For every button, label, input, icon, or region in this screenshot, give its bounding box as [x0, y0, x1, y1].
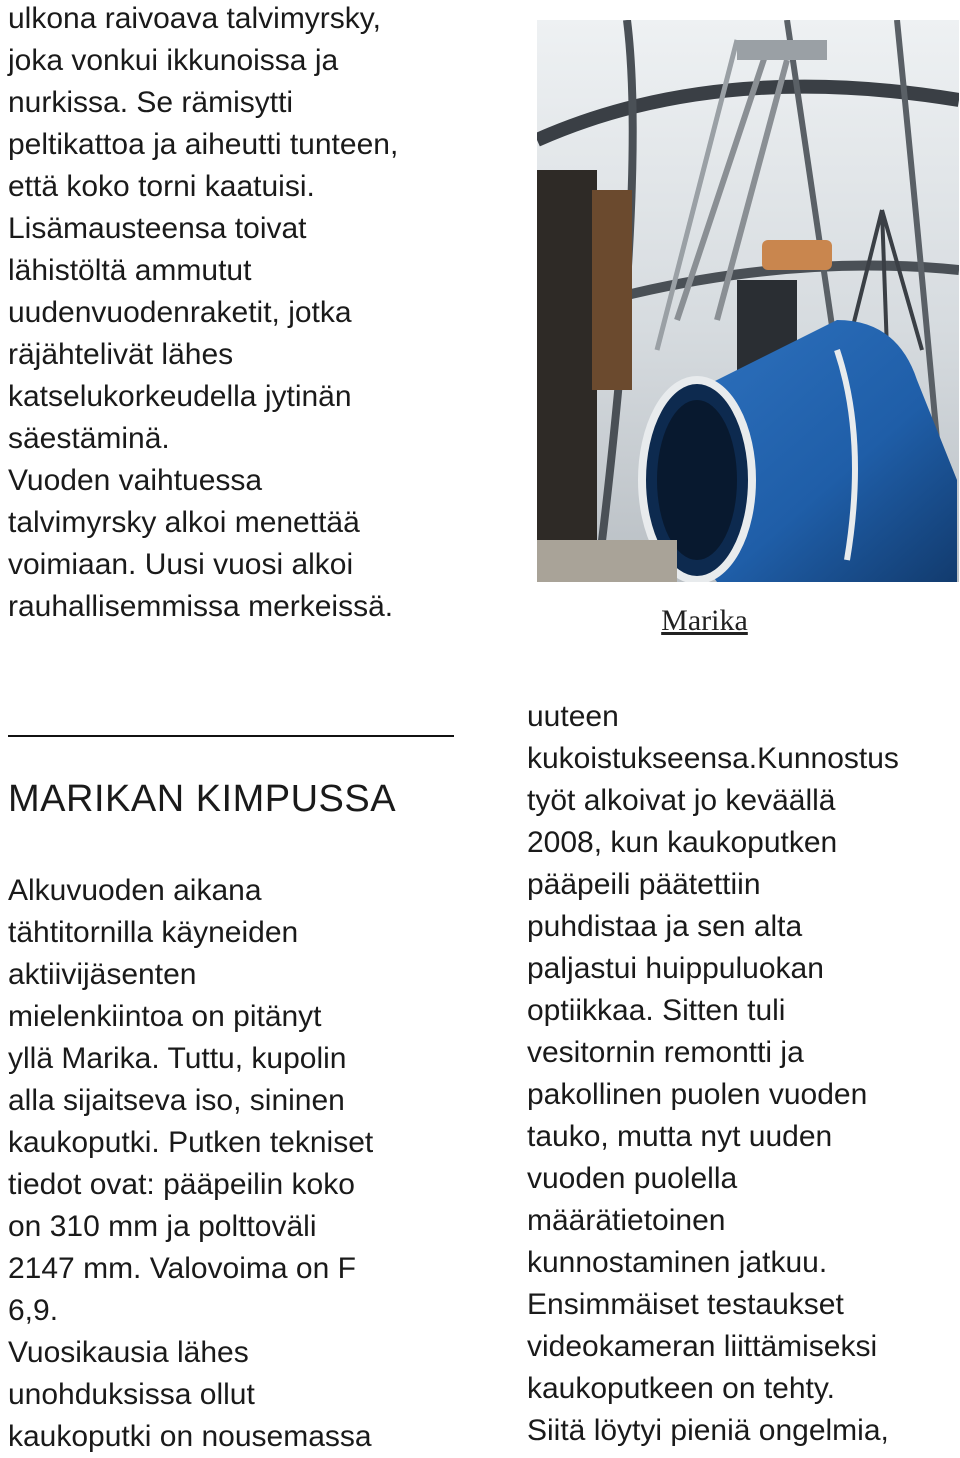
- right-line: uuteen: [527, 700, 619, 733]
- telescope-photo: [537, 20, 959, 582]
- right-line: kaukoputkeen on tehty.: [527, 1372, 835, 1405]
- intro-line: ulkona raivoava talvimyrsky,: [8, 2, 381, 35]
- right-line: vuoden puolella: [527, 1162, 738, 1195]
- left-line: tiedot ovat: pääpeilin koko: [8, 1168, 355, 1201]
- left-line: alla sijaitseva iso, sininen: [8, 1084, 345, 1117]
- intro-line: talvimyrsky alkoi menettää: [8, 506, 360, 539]
- right-line: tauko, mutta nyt uuden: [527, 1120, 833, 1153]
- intro-paragraph: [8, 0, 508, 628]
- right-line: videokameran liittämiseksi: [527, 1330, 878, 1363]
- right-line: pääpeili päätettiin: [527, 868, 761, 901]
- intro-line: Vuoden vaihtuessa: [8, 464, 263, 497]
- right-line: optiikkaa. Sitten tuli: [527, 994, 786, 1027]
- left-line: Vuosikausia lähes: [8, 1336, 249, 1369]
- left-line: 2147 mm. Valovoima on F: [8, 1252, 356, 1285]
- right-line: paljastui huippuluokan: [527, 952, 824, 985]
- right-line: Siitä löytyi pieniä ongelmia,: [527, 1414, 889, 1447]
- photo-caption[interactable]: Marika: [661, 604, 748, 637]
- article-column-right: [527, 696, 960, 1452]
- intro-line: peltikattoa ja aiheutti tunteen,: [8, 128, 399, 161]
- left-line: tähtitornilla käyneiden: [8, 916, 299, 949]
- left-line: kaukoputki on nousemassa: [8, 1420, 372, 1453]
- right-line: kukoistukseensa.Kunnostus: [527, 742, 899, 775]
- left-line: kaukoputki. Putken tekniset: [8, 1126, 374, 1159]
- article-column-left: [8, 870, 508, 1458]
- right-line: pakollinen puolen vuoden: [527, 1078, 868, 1111]
- right-line: puhdistaa ja sen alta: [527, 910, 803, 943]
- intro-line: joka vonkui ikkunoissa ja: [8, 44, 339, 77]
- right-line: kunnostaminen jatkuu.: [527, 1246, 828, 1279]
- left-line: mielenkiintoa on pitänyt: [8, 1000, 322, 1033]
- intro-line: uudenvuodenraketit, jotka: [8, 296, 352, 329]
- intro-line: nurkissa. Se rämisytti: [8, 86, 294, 119]
- left-line: aktiivijäsenten: [8, 958, 197, 991]
- left-line: Alkuvuoden aikana: [8, 874, 262, 907]
- left-line: on 310 mm ja polttoväli: [8, 1210, 317, 1243]
- right-line: työt alkoivat jo keväällä: [527, 784, 836, 817]
- right-line: vesitornin remontti ja: [527, 1036, 804, 1069]
- intro-line: katselukorkeudella jytinän: [8, 380, 352, 413]
- intro-line: että koko torni kaatuisi.: [8, 170, 315, 203]
- left-line: 6,9.: [8, 1294, 59, 1327]
- right-line: 2008, kun kaukoputken: [527, 826, 838, 859]
- section-divider: [8, 735, 454, 737]
- left-line: unohduksissa ollut: [8, 1378, 255, 1411]
- article-heading: MARIKAN KIMPUSSA: [8, 778, 397, 820]
- intro-line: rauhallisemmissa merkeissä.: [8, 590, 394, 623]
- intro-line: lähistöltä ammutut: [8, 254, 252, 287]
- intro-line: Lisämausteensa toivat: [8, 212, 307, 245]
- right-line: määrätietoinen: [527, 1204, 726, 1237]
- intro-line: räjähtelivät lähes: [8, 338, 234, 371]
- right-line: Ensimmäiset testaukset: [527, 1288, 844, 1321]
- intro-line: säestäminä.: [8, 422, 170, 455]
- left-line: yllä Marika. Tuttu, kupolin: [8, 1042, 347, 1075]
- intro-line: voimiaan. Uusi vuosi alkoi: [8, 548, 354, 581]
